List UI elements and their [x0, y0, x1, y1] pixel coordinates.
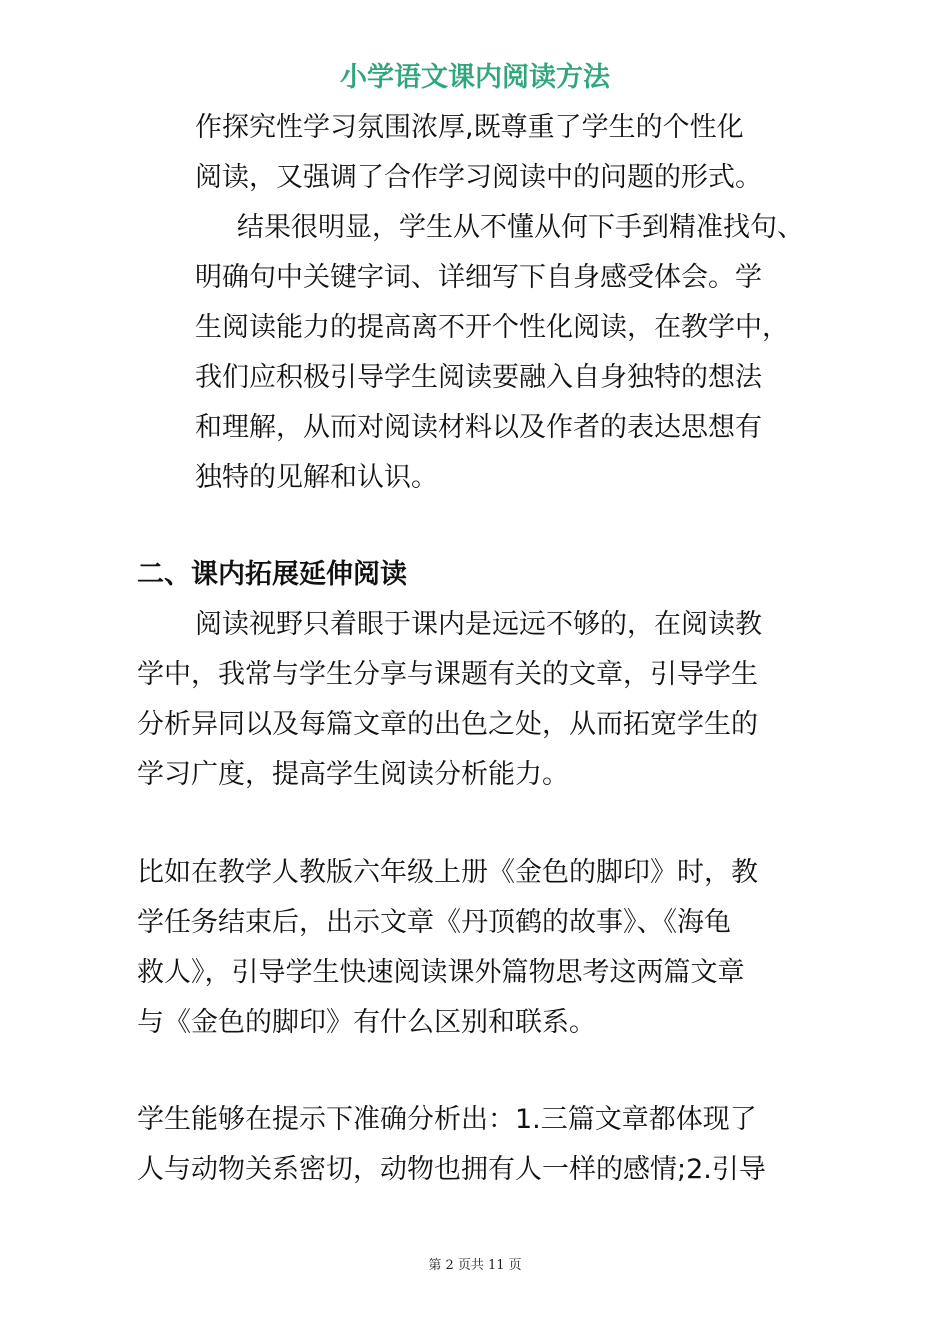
paragraph-line: 比如在教学人教版六年级上册《金色的脚印》时，教	[137, 857, 758, 888]
paragraph-line: 作探究性学习氛围浓厚,既尊重了学生的个性化	[195, 112, 744, 143]
paragraph-line: 结果很明显，学生从不懂从何下手到精准找句、	[237, 212, 804, 243]
paragraph-line: 阅读，又强调了合作学习阅读中的问题的形式。	[195, 162, 762, 193]
paragraph-line: 人与动物关系密切，动物也拥有人一样的感情;2.引导	[137, 1154, 766, 1185]
paragraph-line: 分析异同以及每篇文章的出色之处，从而拓宽学生的	[137, 709, 758, 740]
paragraph-line: 和理解，从而对阅读材料以及作者的表达思想有	[195, 412, 762, 443]
paragraph-line: 我们应积极引导学生阅读要融入自身独特的想法	[195, 362, 762, 393]
section-heading: 二、课内拓展延伸阅读	[137, 559, 407, 590]
paragraph-line: 学习广度，提高学生阅读分析能力。	[137, 759, 569, 790]
page-number-footer: 第 2 页共 11 页	[428, 1258, 522, 1273]
paragraph-line: 与《金色的脚印》有什么区别和联系。	[137, 1007, 596, 1038]
paragraph-line: 学任务结束后，出示文章《丹顶鹤的故事》、《海龟	[137, 907, 731, 938]
paragraph-line: 学中，我常与学生分享与课题有关的文章，引导学生	[137, 659, 758, 690]
paragraph-line: 独特的见解和认识。	[195, 462, 438, 493]
paragraph-line: 明确句中关键字词、详细写下自身感受体会。学	[195, 262, 762, 293]
page-title: 小学语文课内阅读方法	[340, 62, 610, 93]
paragraph-line: 生阅读能力的提高离不开个性化阅读，在教学中，	[195, 312, 789, 343]
paragraph-line: 救人》，引导学生快速阅读课外篇物思考这两篇文章	[137, 957, 745, 988]
paragraph-line: 学生能够在提示下准确分析出：1.三篇文章都体现了	[137, 1104, 757, 1135]
paragraph-line: 阅读视野只着眼于课内是远远不够的，在阅读教	[195, 609, 762, 640]
